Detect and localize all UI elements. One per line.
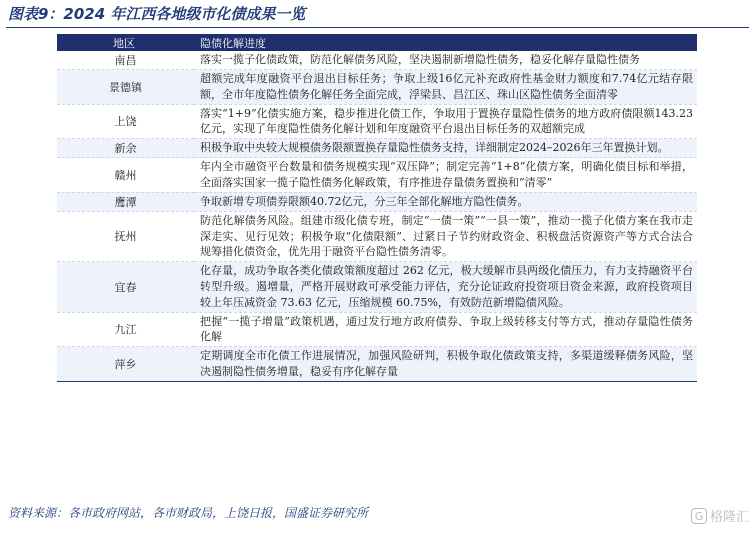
region-cell: 赣州 xyxy=(57,158,194,193)
progress-cell: 化存量，成功争取各类化债政策额度超过 262 亿元，极大缓解市县两级化债压力，有力支持融资平台转型升级。遏增量，严格开展财政可承受能力评估，充分论证政府投资项目资金来源，政府投资项目较上年压减资金 73.63 亿元，压缩规模 60.75%，有效防范新增隐债风险。 xyxy=(194,262,697,312)
progress-cell: 争取新增专项债券限额40.72亿元，分三年全部化解地方隐性债务。 xyxy=(194,192,697,211)
table-header-row xyxy=(57,34,697,51)
table-row xyxy=(57,51,697,70)
progress-cell: 落实“1+9”化债实施方案，稳步推进化债工作，争取用于置换存量隐性债务的地方政府债限额143.23亿元，实现了年度隐性债务化解计划和年度融资平台退出目标任务的双超额完成 xyxy=(194,104,697,139)
title-divider xyxy=(6,27,749,28)
region-cell: 萍乡 xyxy=(57,347,194,382)
table-row xyxy=(57,104,697,139)
table-row xyxy=(57,312,697,347)
table-row xyxy=(57,347,697,382)
debt-results-table xyxy=(57,34,697,382)
progress-cell: 把握“一揽子增量”政策机遇，通过发行地方政府债券、争取上级转移支付等方式，推动存量隐性债务化解 xyxy=(194,312,697,347)
column-header-region: 地区 xyxy=(57,34,194,51)
region-cell: 南昌 xyxy=(57,51,194,70)
region-cell: 宜春 xyxy=(57,262,194,312)
region-cell: 上饶 xyxy=(57,104,194,139)
progress-cell: 定期调度全市化债工作进展情况，加强风险研判，积极争取化债政策支持，多渠道缓释债务风险，坚决遏制隐性债务增量，稳妥有序化解存量 xyxy=(194,347,697,382)
watermark-g-icon: G xyxy=(691,508,707,524)
progress-cell: 防范化解债务风险。组建市级化债专班，制定“一债一策”“一县一策”，推动一揽子化债方案在我市走深走实、见行见效；积极争取“化债限额”、过紧日子节约财政资金、积极盘活资源资产等方式合法合规筹措化债资金，优先用于融资平台隐性债务清零。 xyxy=(194,211,697,261)
progress-cell: 积极争取中央较大规模债务限额置换存量隐性债务支持，详细制定2024–2026年三年置换计划。 xyxy=(194,139,697,158)
table-row xyxy=(57,211,697,261)
table-row xyxy=(57,192,697,211)
region-cell: 新余 xyxy=(57,139,194,158)
progress-cell: 落实一揽子化债政策，防范化解债务风险，坚决遏制新增隐性债务，稳妥化解存量隐性债务 xyxy=(194,51,697,70)
progress-cell: 年内全市融资平台数量和债务规模实现“双压降”；制定完善“1+8”化债方案，明确化债目标和举措，全面落实国家一揽子隐性债务化解政策，有序推进存量债务置换和“清零” xyxy=(194,158,697,193)
figure-title: 图表9：2024 年江西各地级市化债成果一览 xyxy=(8,5,306,23)
source-note: 资料来源：各市政府网站，各市财政局，上饶日报，国盛证券研究所 xyxy=(8,506,369,520)
column-header-progress: 隐债化解进度 xyxy=(194,34,697,51)
watermark-text: 格隆汇 xyxy=(709,510,749,525)
table-row xyxy=(57,70,697,105)
watermark-logo xyxy=(691,506,749,525)
table-row xyxy=(57,262,697,312)
table-row xyxy=(57,139,697,158)
region-cell: 抚州 xyxy=(57,211,194,261)
region-cell: 鹰潭 xyxy=(57,192,194,211)
region-cell: 九江 xyxy=(57,312,194,347)
progress-cell: 超额完成年度融资平台退出目标任务；争取上级16亿元补充政府性基金财力额度和7.74亿元结存限额，全市年度隐性债务化解任务全面完成，浮梁县、昌江区、珠山区隐性债务全面清零 xyxy=(194,70,697,105)
region-cell: 景德镇 xyxy=(57,70,194,105)
table-row xyxy=(57,158,697,193)
